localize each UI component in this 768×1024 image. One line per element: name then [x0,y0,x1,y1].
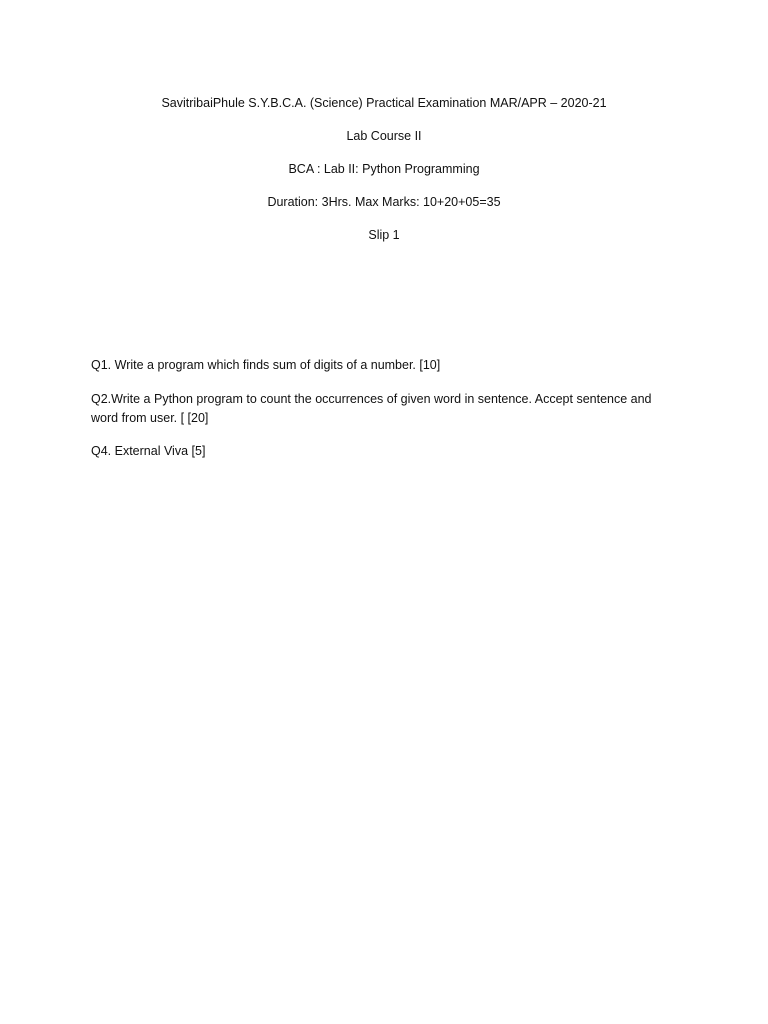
question-1: Q1. Write a program which finds sum of digits of a number. [10] [91,358,441,372]
duration-marks: Duration: 3Hrs. Max Marks: 10+20+05=35 [267,195,501,209]
slip-number: Slip 1 [368,228,400,242]
question-2: Q2.Write a Python program to count the occurrences of given word in sentence. Accept sentence and word from user. [ [20] [91,392,652,425]
question-4: Q4. External Viva [5] [91,444,206,458]
exam-title: SavitribaiPhule S.Y.B.C.A. (Science) Practical Examination MAR/APR – 2020-21 [161,96,607,110]
course-subject: BCA : Lab II: Python Programming [288,162,480,176]
lab-course: Lab Course II [346,129,422,143]
